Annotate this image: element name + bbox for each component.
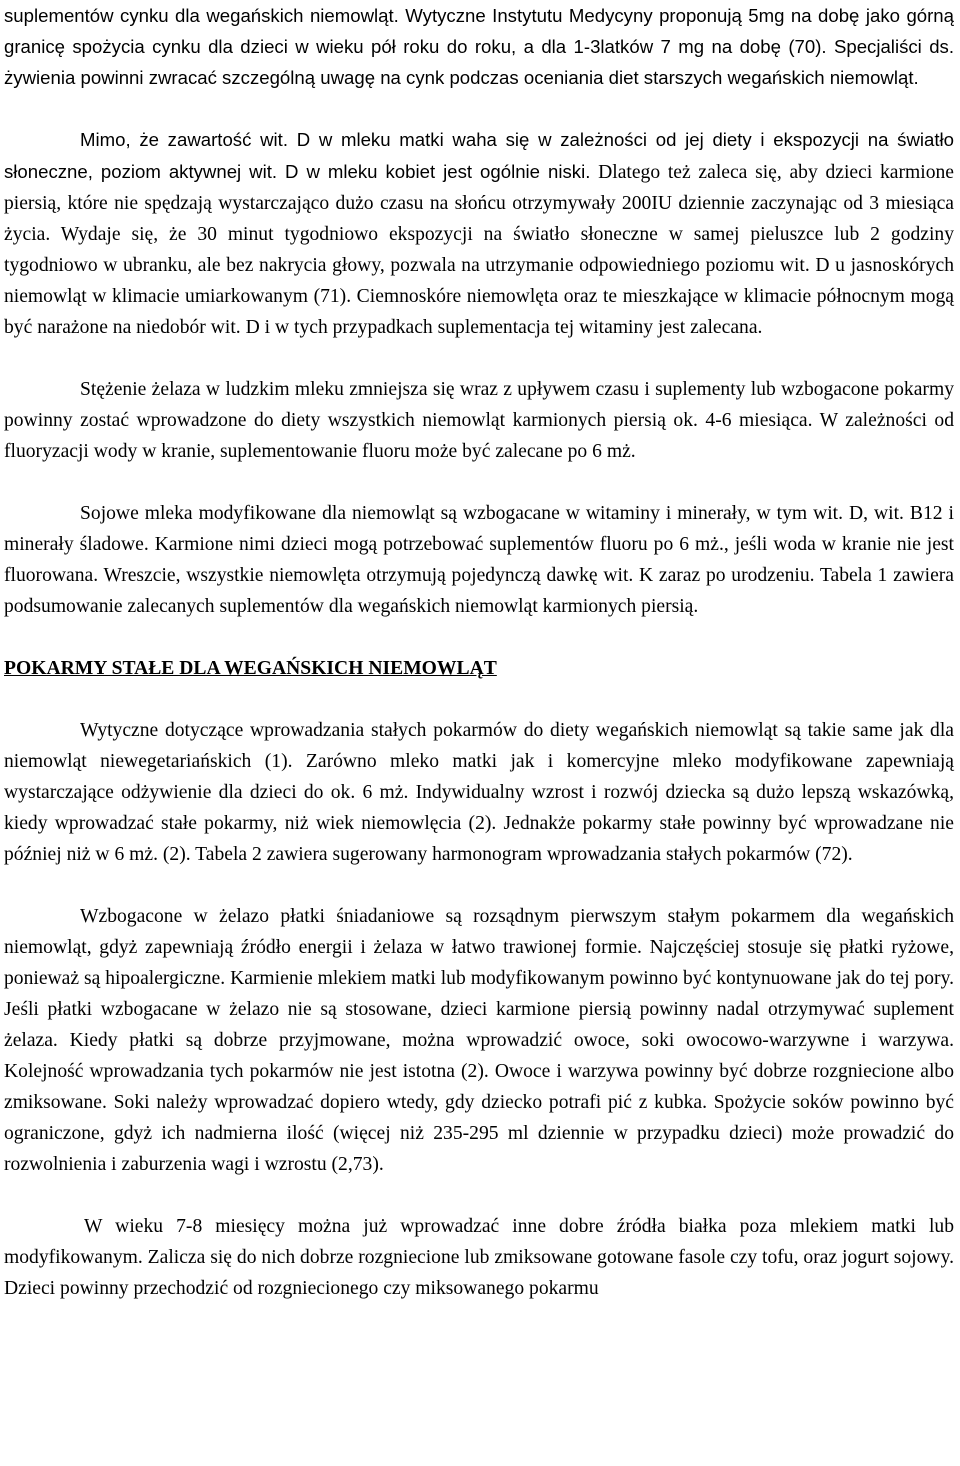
paragraph-cereals: Wzbogacone w żelazo płatki śniadaniowe są rozsądnym pierwszym stałym pokarmem dla wegańskich niemowląt, gdyż zapewniają źródło energii i żelaza w łatwo trawionej formie. Najczęściej stosuje się płatki ryżowe, ponieważ są hipoalergiczne. Karmienie mlekiem matki lub modyfikowanym powinno być kontynuowane jak do tej pory. Jeśli płatki wzbogacane w żelazo nie są stosowane, dzieci karmione piersią powinny nadal otrzymywać suplement żelaza. Kiedy płatki są dobrze przyjmowane, można wprowadzić owoce, soki owocowo-warzywne i warzywa. Kolejność wprowadzania tych pokarmów nie jest istotna (2). Owoce i warzywa powinny być dobrze rozgniecione albo zmiksowane. Soki należy wprowadzać dopiero wtedy, gdy dziecko potrafi pić z kubka. Spożycie soków powinno być ograniczone, gdyż ich nadmierna ilość (więcej niż 235-295 ml dziennie w przypadku dzieci) może prowadzić do rozwolnienia i zaburzenia wagi i wzrostu (2,73). (4, 906, 954, 1175)
paragraph-iron: Stężenie żelaza w ludzkim mleku zmniejsza się wraz z upływem czasu i suplementy lub wzbogacone pokarmy powinny zostać wprowadzone do diety wszystkich niemowląt karmionych piersią ok. 4-6 miesiąca. W zależności od fluoryzacji wody w kranie, suplementowanie fluoru może być zalecane po 6 mż. (4, 379, 954, 462)
paragraph-vitamin-d-serif: Dlatego też zaleca się, aby dzieci karmione piersią, które nie spędzają wystarczająco dużo czasu na słońcu otrzymywały 200IU dziennie zaczynając od 3 miesiąca życia. Wydaje się, że 30 minut tygodniowo ekspozycji na światło słoneczne w samej pieluszce lub 2 godziny tygodniowo w ubranku, ale bez nakrycia głowy, pozwala na utrzymanie odpowiedniego poziomu wit. D u jasnoskórych niemowląt w klimacie umiarkowanym (71). Ciemnoskóre niemowlęta oraz te mieszkające w klimacie północnym mogą być narażone na niedobór wit. D i w tych przypadkach suplementacja tej witaminy jest zalecana. (4, 162, 954, 338)
paragraph-zinc: suplementów cynku dla wegańskich niemowląt. Wytyczne Instytutu Medycyny proponują 5mg na dobę jako górną granicę spożycia cynku dla dzieci w wieku pół roku do roku, a dla 1-3latków 7 mg na dobę (70). Specjaliści ds. żywienia powinni zwracać szczególną uwagę na cynk podczas oceniania diet starszych wegańskich niemowląt. (4, 5, 954, 88)
section-heading: POKARMY STAŁE DLA WEGAŃSKICH NIEMOWLĄT (4, 658, 497, 679)
paragraph-vitamin-d-sans: Mimo, że zawartość wit. D w mleku matki waha się w zależności od jej diety i ekspozycji na światło słoneczne, poziom aktywnej wit. D w mleku kobiet jest ogólnie niski. (4, 129, 954, 182)
paragraph-vitamin-d (4, 124, 954, 343)
paragraph-protein-sources: W wieku 7-8 miesięcy można już wprowadzać inne dobre źródła białka poza mlekiem matki lub modyfikowanym. Zalicza się do nich dobrze rozgniecione lub zmiksowane gotowane fasole czy tofu, oraz jogurt sojowy. Dzieci powinny przechodzić od rozgniecionego czy miksowanego pokarmu (4, 1216, 954, 1299)
document-page (4, 0, 954, 1304)
paragraph-solid-food-guidelines: Wytyczne dotyczące wprowadzania stałych pokarmów do diety wegańskich niemowląt są takie same jak dla niemowląt niewegetariańskich (1). Zarówno mleko matki jak i komercyjne mleko modyfikowane zapewniają wystarczające odżywienie dla dzieci do ok. 6 mż. Indywidualny wzrost i rozwój dziecka są dużo lepszą wskazówką, kiedy wprowadzać stałe pokarmy, niż wiek niemowlęcia (2). Jednakże pokarmy stałe powinny być wprowadzane nie później niż w 6 mż. (2). Tabela 2 zawiera sugerowany harmonogram wprowadzania stałych pokarmów (72). (4, 720, 954, 865)
paragraph-soy-formula: Sojowe mleka modyfikowane dla niemowląt są wzbogacane w witaminy i minerały, w tym wit. D, wit. B12 i minerały śladowe. Karmione nimi dzieci mogą potrzebować suplementów fluoru po 6 mż., jeśli woda w kranie nie jest fluorowana. Wreszcie, wszystkie niemowlęta otrzymują pojedynczą dawkę wit. K zaraz po urodzeniu. Tabela 1 zawiera podsumowanie zalecanych suplementów dla wegańskich niemowląt karmionych piersią. (4, 503, 954, 617)
